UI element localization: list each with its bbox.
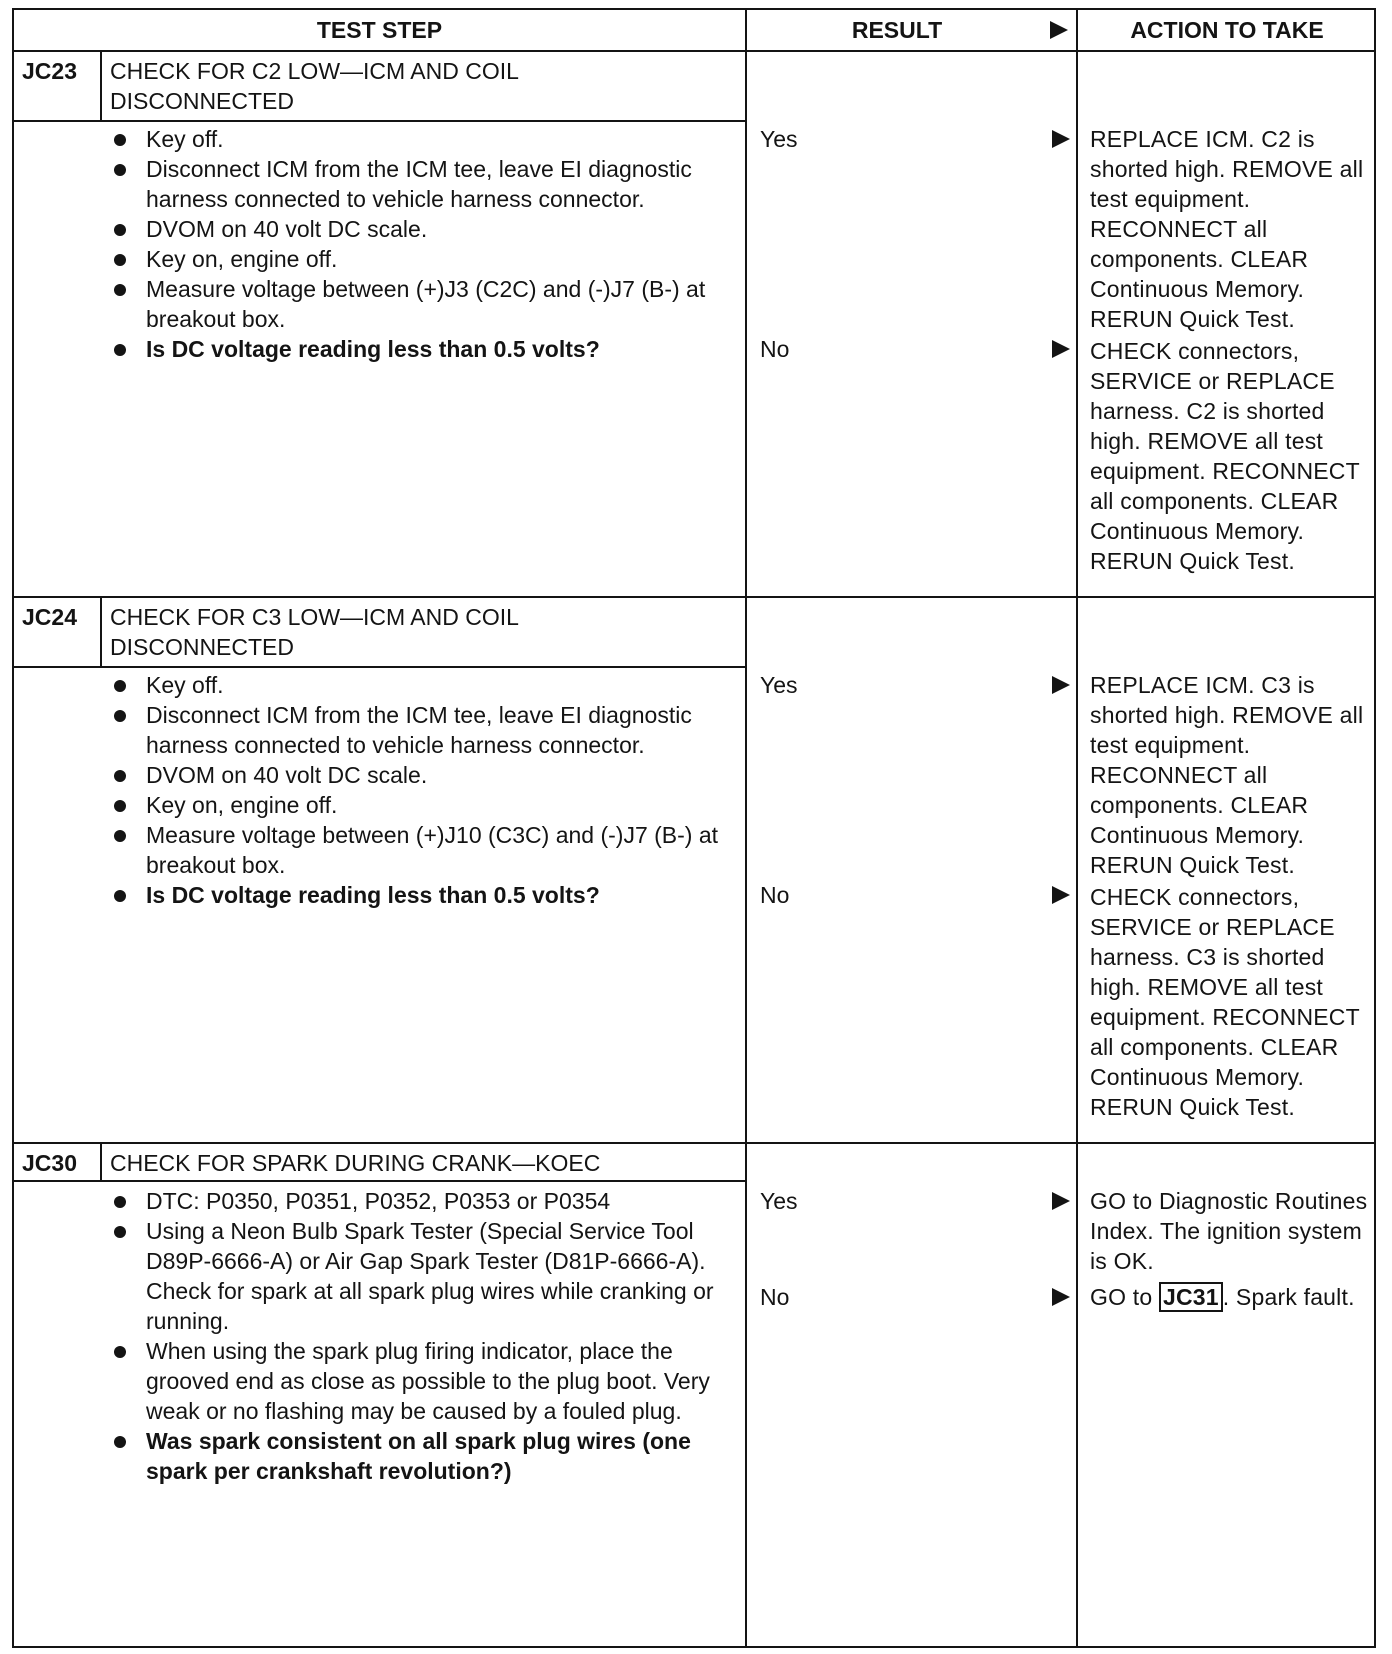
- list-item-question: Was spark consistent on all spark plug wires (one spark per crankshaft revolution?): [100, 1426, 720, 1486]
- arrow-right-icon: [1050, 1190, 1072, 1212]
- step-title: [110, 602, 670, 662]
- list-item: Key on, engine off.: [100, 244, 720, 274]
- step-id: JC30: [22, 1150, 77, 1176]
- result-yes: Yes: [760, 126, 798, 152]
- list-item: When using the spark plug firing indicator, place the grooved end as close as possible to the plug boot. Very weak or no flashing may be caused by a fouled plug.: [100, 1336, 720, 1426]
- step-title-line: DISCONNECTED: [110, 634, 295, 660]
- step-title-line: DISCONNECTED: [110, 88, 295, 114]
- result-no: No: [760, 1284, 790, 1310]
- header-rule: [14, 50, 1374, 52]
- arrow-right-icon: [1050, 1286, 1072, 1308]
- list-item: Measure voltage between (+)J3 (C2C) and (-)J7 (B-) at breakout box.: [100, 274, 720, 334]
- arrow-right-icon: [1048, 19, 1070, 41]
- step-id: JC24: [22, 604, 77, 630]
- title-rule: [14, 1180, 745, 1182]
- list-item: Disconnect ICM from the ICM tee, leave EI diagnostic harness connected to vehicle harness connector.: [100, 700, 720, 760]
- step-reference-link[interactable]: JC31: [1159, 1282, 1223, 1312]
- result-yes: Yes: [760, 672, 798, 698]
- title-rule: [14, 666, 745, 668]
- list-item: DVOM on 40 volt DC scale.: [100, 760, 720, 790]
- step-bullet-list: [100, 1186, 720, 1486]
- list-item: DTC: P0350, P0351, P0352, P0353 or P0354: [100, 1186, 720, 1216]
- column-divider: [745, 10, 747, 1646]
- step-title: [110, 56, 670, 116]
- column-divider: [1076, 10, 1078, 1646]
- result-no: No: [760, 336, 790, 362]
- row-rule: [14, 1142, 1374, 1144]
- action-text: CHECK connectors, SERVICE or REPLACE harness. C2 is shorted high. REMOVE all test equipment. RECONNECT all components. CLEAR Continuous Memory. RERUN Quick Test.: [1090, 338, 1360, 574]
- title-rule: [14, 120, 745, 122]
- step-bullet-list: [100, 124, 720, 364]
- list-item: Key on, engine off.: [100, 790, 720, 820]
- step-title: [110, 1148, 670, 1178]
- list-item: Using a Neon Bulb Spark Tester (Special Service Tool D89P-6666-A) or Air Gap Spark Tester (D81P-6666-A). Check for spark at all spark plug wires while cranking or running.: [100, 1216, 720, 1336]
- header-test-step: TEST STEP: [316, 17, 443, 43]
- step-title-line: CHECK FOR SPARK DURING CRANK—KOEC: [110, 1150, 601, 1176]
- list-item: Disconnect ICM from the ICM tee, leave EI diagnostic harness connected to vehicle harness connector.: [100, 154, 720, 214]
- list-item: Measure voltage between (+)J10 (C3C) and (-)J7 (B-) at breakout box.: [100, 820, 720, 880]
- list-item: Key off.: [100, 124, 720, 154]
- arrow-right-icon: [1050, 128, 1072, 150]
- arrow-right-icon: [1050, 884, 1072, 906]
- action-text: GO to Diagnostic Routines Index. The ignition system is OK.: [1090, 1188, 1368, 1274]
- header-action: ACTION TO TAKE: [1130, 17, 1324, 43]
- result-yes: Yes: [760, 1188, 798, 1214]
- step-title-line: CHECK FOR C2 LOW—ICM AND COIL: [110, 58, 519, 84]
- action-text: CHECK connectors, SERVICE or REPLACE harness. C3 is shorted high. REMOVE all test equipment. RECONNECT all components. CLEAR Continuous Memory. RERUN Quick Test.: [1090, 884, 1360, 1120]
- header-result: RESULT: [851, 17, 943, 43]
- arrow-right-icon: [1050, 338, 1072, 360]
- step-title-line: CHECK FOR C3 LOW—ICM AND COIL: [110, 604, 519, 630]
- diagnostic-table: [12, 8, 1376, 1648]
- action-text: REPLACE ICM. C3 is shorted high. REMOVE all test equipment. RECONNECT all components. CLEAR Continuous Memory. RERUN Quick Test.: [1090, 672, 1364, 878]
- row-rule: [14, 596, 1374, 598]
- action-text: GO to JC31 . Spark fault.: [1090, 1284, 1355, 1310]
- list-item-question: Is DC voltage reading less than 0.5 volts?: [100, 334, 720, 364]
- step-bullet-list: [100, 670, 720, 910]
- arrow-right-icon: [1050, 674, 1072, 696]
- result-no: No: [760, 882, 790, 908]
- step-id: JC23: [22, 58, 77, 84]
- action-text: REPLACE ICM. C2 is shorted high. REMOVE all test equipment. RECONNECT all components. CLEAR Continuous Memory. RERUN Quick Test.: [1090, 126, 1364, 332]
- list-item: DVOM on 40 volt DC scale.: [100, 214, 720, 244]
- list-item-question: Is DC voltage reading less than 0.5 volts?: [100, 880, 720, 910]
- list-item: Key off.: [100, 670, 720, 700]
